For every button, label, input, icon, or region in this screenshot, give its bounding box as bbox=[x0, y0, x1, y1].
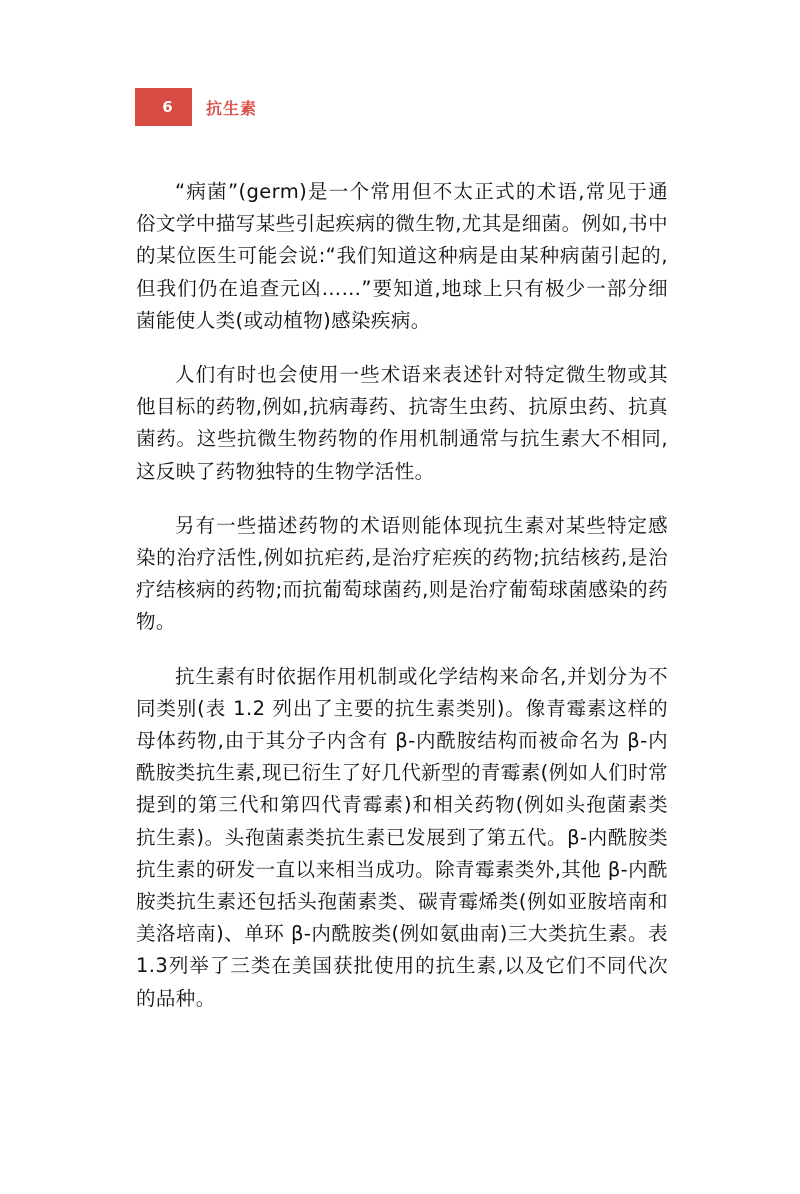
page-number: 6 bbox=[135, 88, 192, 126]
paragraph: 另有一些描述药物的术语则能体现抗生素对某些特定感染的治疗活性,例如抗疟药,是治疗疟疾的药物;抗结核药,是治疗结核病的药物;而抗葡萄球菌药,则是治疗葡萄球菌感染的药物。 bbox=[136, 513, 668, 634]
paragraph: “病菌”(germ)是一个常用但不太正式的术语,常见于通俗文学中描写某些引起疾病的微生物,尤其是细菌。例如,书中的某位医生可能会说:“我们知道这种病是由某种病菌引起的,但我们仍在追查元凶……”要知道,地球上只有极少一部分细菌能使人类(或动植物)感染疾病。 bbox=[136, 180, 668, 332]
page-header bbox=[135, 88, 257, 126]
paragraph: 人们有时也会使用一些术语来表述针对特定微生物或其他目标的药物,例如,抗病毒药、抗寄生虫药、抗原虫药、抗真菌药。这些抗微生物药物的作用机制通常与抗生素大不相同,这反映了药物独特的生物学活性。 bbox=[136, 363, 668, 483]
paragraph: 抗生素有时依据作用机制或化学结构来命名,并划分为不同类别(表 1.2 列出了主要的抗生素类别)。像青霉素这样的母体药物,由于其分子内含有 β-内酰胺结构而被命名为 β-内酰胺类抗生素,现已衍生了好几代新型的青霉素(例如人们时常提到的第三代和第四代青霉素)和相关药物(例如头孢菌素类抗生素)。头孢菌素类抗生素已发展到了第五代。β-内酰胺类抗生素的研发一直以来相当成功。除青霉素类外,其他 β-内酰胺类抗生素还包括头孢菌素类、碳青霉烯类(例如亚胺培南和美洛培南)、单环 β-内酰胺类(例如氨曲南)三大类抗生素。表1.3列举了三类在美国获批使用的抗生素,以及它们不同代次的品种。 bbox=[136, 664, 669, 1010]
body-text bbox=[136, 176, 668, 1037]
chapter-title: 抗生素 bbox=[206, 98, 258, 118]
